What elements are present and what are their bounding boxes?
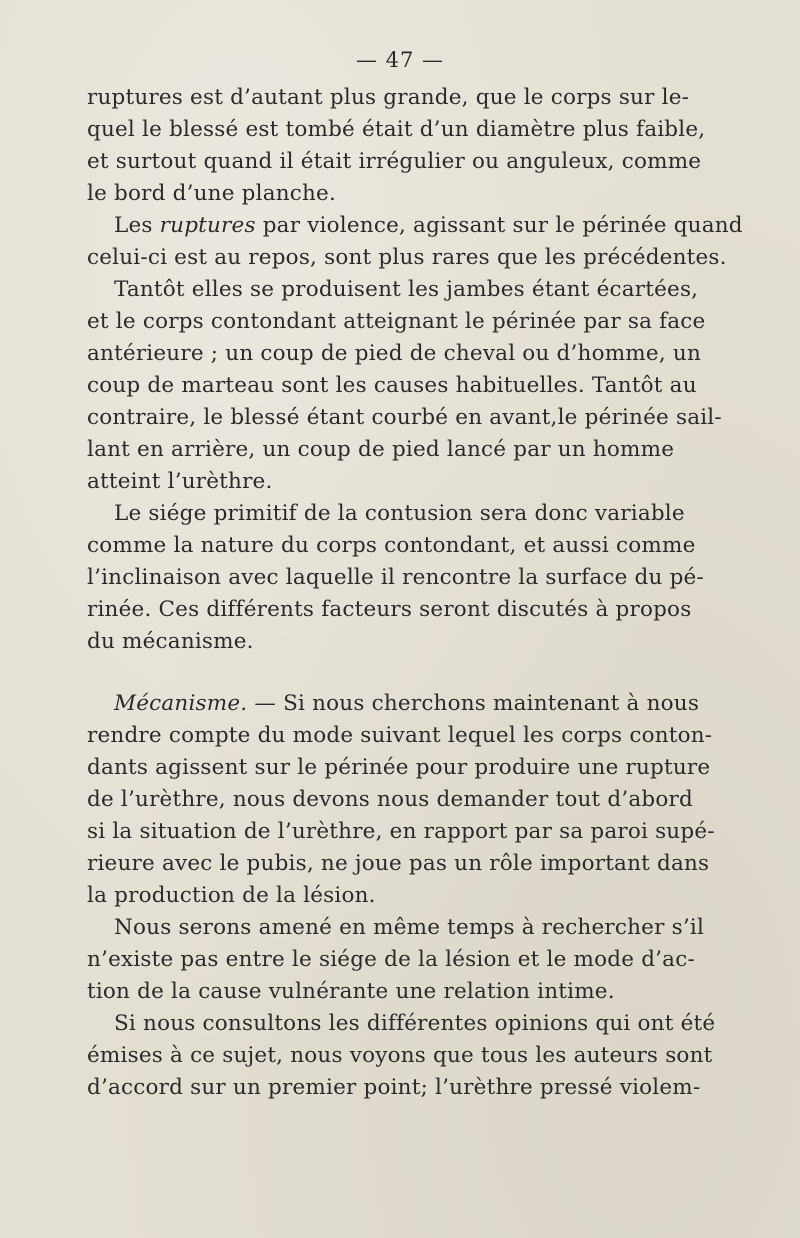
text-line: de l’urèthre, nous devons nous demander tout d’abord (87, 787, 693, 812)
text-line: rinée. Ces différents facteurs seront discutés à propos (87, 597, 692, 622)
text-line: si la situation de l’urèthre, en rapport par sa paroi supé- (87, 819, 715, 844)
text-line: Si nous consultons les différentes opinions qui ont été (114, 1011, 716, 1036)
text-line: rieure avec le pubis, ne joue pas un rôle important dans (87, 851, 710, 876)
text-run: par violence, agissant sur le périnée quand (255, 213, 743, 238)
text-run: — Si nous cherchons maintenant à nous (247, 691, 700, 716)
text-line: lant en arrière, un coup de pied lancé par un homme (87, 437, 675, 462)
text-line: le bord d’une planche. (87, 181, 337, 206)
section-gap (87, 658, 660, 688)
text-line: émises à ce sujet, nous voyons que tous les auteurs sont (87, 1043, 713, 1068)
text-line: comme la nature du corps contondant, et aussi comme (87, 533, 696, 558)
text-line: coup de marteau sont les causes habituelles. Tantôt au (87, 373, 697, 398)
body-text (87, 82, 743, 1104)
text-line: et surtout quand il était irrégulier ou anguleux, comme (87, 149, 702, 174)
text-line: Le siége primitif de la contusion sera donc variable (114, 501, 685, 526)
text-line: d’accord sur un premier point; l’urèthre pressé violem- (87, 1075, 701, 1100)
text-line: rendre compte du mode suivant lequel les corps conton- (87, 723, 713, 748)
text-line: la production de la lésion. (87, 883, 376, 908)
text-line (87, 688, 700, 720)
text-line: n’existe pas entre le siége de la lésion et le mode d’ac- (87, 947, 695, 972)
italic-term: ruptures (159, 213, 256, 238)
text-line: Tantôt elles se produisent les jambes étant écartées, (114, 277, 699, 302)
text-line: contraire, le blessé étant courbé en avant,le périnée sail- (87, 405, 722, 430)
text-line: et le corps contondant atteignant le périnée par sa face (87, 309, 706, 334)
page-number: — 47 — (355, 48, 445, 72)
text-line: ruptures est d’autant plus grande, que le corps sur le- (87, 85, 690, 110)
text-line: celui-ci est au repos, sont plus rares que les précédentes. (87, 245, 727, 270)
text-line: l’inclinaison avec laquelle il rencontre la surface du pé- (87, 565, 704, 590)
italic-term: Mécanisme. (114, 691, 248, 716)
text-line: quel le blessé est tombé était d’un diamètre plus faible, (87, 117, 706, 142)
text-line: atteint l’urèthre. (87, 469, 273, 494)
text-run: Les (114, 213, 160, 238)
text-line: du mécanisme. (87, 629, 254, 654)
text-line: tion de la cause vulnérante une relation intime. (87, 979, 615, 1004)
text-line: Nous serons amené en même temps à rechercher s’il (114, 915, 705, 940)
text-line: dants agissent sur le périnée pour produire une rupture (87, 755, 711, 780)
text-line (87, 210, 743, 242)
text-line: antérieure ; un coup de pied de cheval ou d’homme, un (87, 341, 701, 366)
